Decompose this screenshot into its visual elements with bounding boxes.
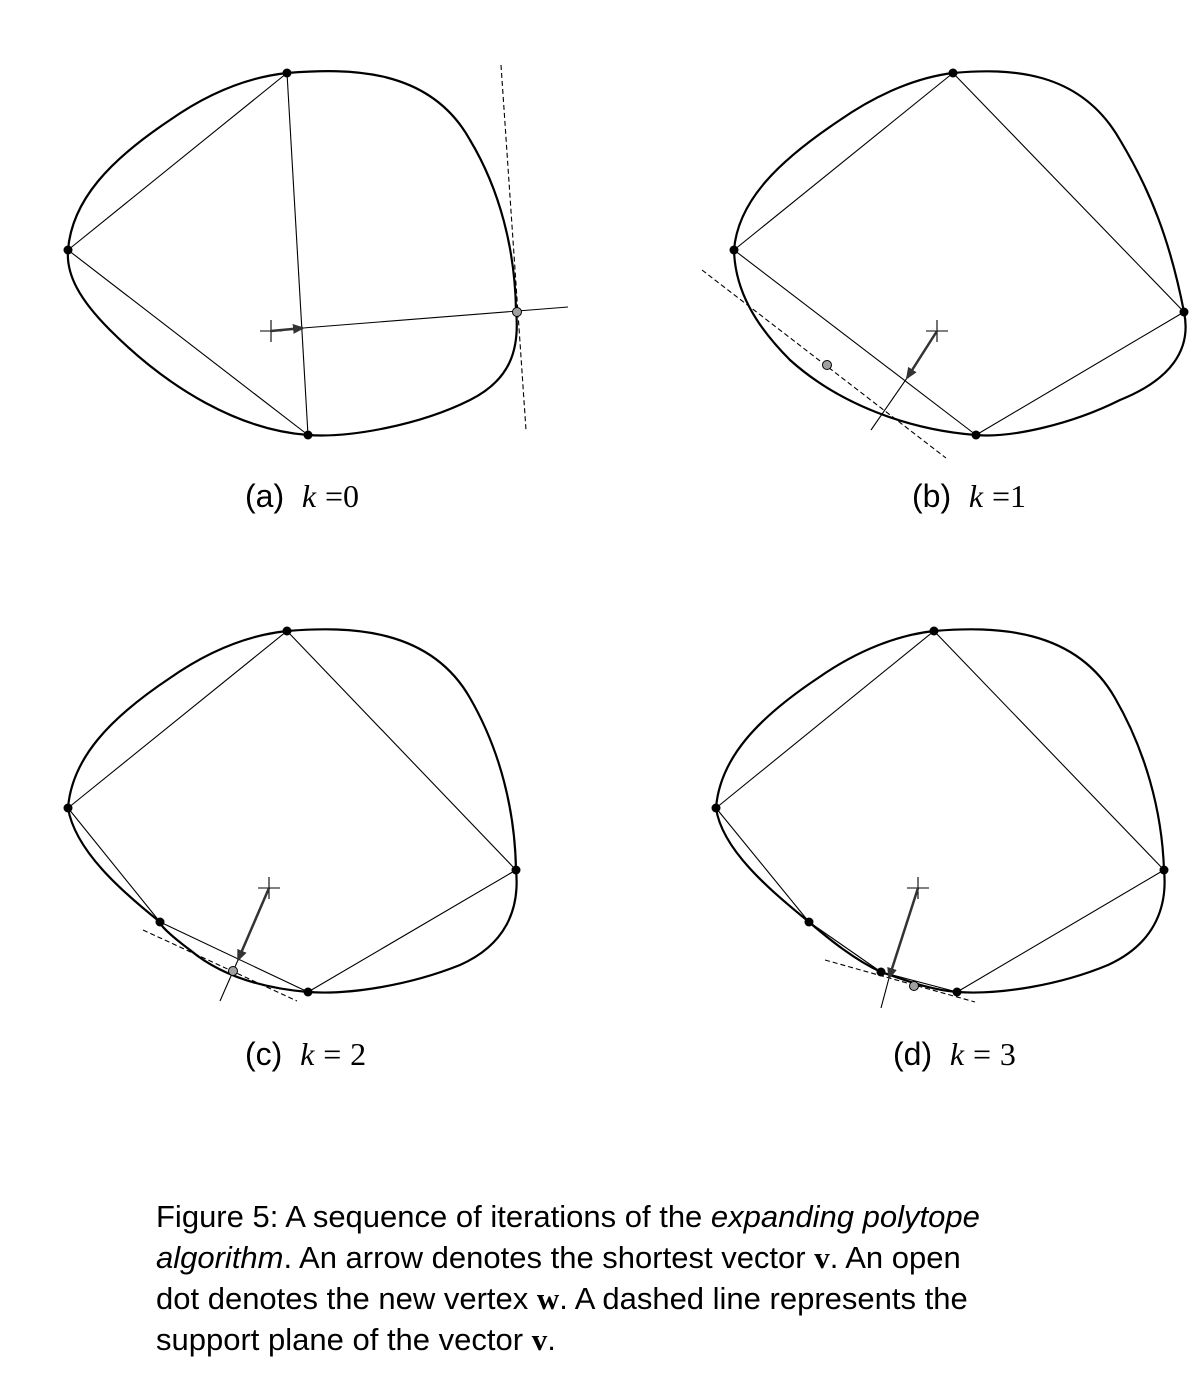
panel-d-drawing xyxy=(712,627,1169,1009)
panel-equals: = xyxy=(991,478,1011,514)
panel-d-label xyxy=(893,1036,1016,1073)
vertex-dot xyxy=(877,968,886,977)
panel-equals: = xyxy=(972,1036,992,1072)
panel-value: 3 xyxy=(999,1036,1016,1072)
convex-shape-outline xyxy=(734,71,1186,435)
caption-text: Figure 5: A sequence of iterations of the xyxy=(156,1199,711,1234)
panel-c-drawing xyxy=(64,627,521,1002)
caption-emphasis: expanding polytope xyxy=(710,1199,980,1234)
vertex-dot xyxy=(972,431,981,440)
caption-text: . An open xyxy=(829,1240,961,1275)
support-plane-dashed-line xyxy=(825,960,975,1002)
panel-b-drawing xyxy=(702,69,1189,459)
convex-shape-outline xyxy=(68,71,517,435)
caption-text: support plane of the vector xyxy=(156,1322,532,1357)
panel-b-label xyxy=(912,478,1026,515)
vertex-dot xyxy=(1160,866,1169,875)
caption-vector-symbol: v xyxy=(814,1240,830,1275)
support-plane-dashed-line xyxy=(501,65,526,430)
direction-line xyxy=(220,960,238,1001)
vertex-dot xyxy=(304,988,313,997)
panel-equals: = xyxy=(324,478,344,514)
panel-value: 0 xyxy=(343,478,360,514)
panel-tag: (d) xyxy=(893,1036,933,1072)
caption-text: . An arrow denotes the shortest vector xyxy=(283,1240,815,1275)
direction-line xyxy=(303,307,568,328)
polytope-edges xyxy=(734,73,1184,435)
panel-variable: k xyxy=(300,1036,315,1072)
caption-vector-symbol: v xyxy=(531,1322,548,1357)
panel-tag: (a) xyxy=(245,478,285,514)
caption-emphasis: algorithm xyxy=(156,1240,284,1275)
panel-variable: k xyxy=(968,478,984,514)
shortest-vector-arrow xyxy=(238,888,269,960)
caption-vector-symbol: w xyxy=(536,1281,560,1316)
vertex-dot xyxy=(805,918,814,927)
panel-a-drawing xyxy=(64,65,569,440)
shortest-vector-arrow xyxy=(907,331,937,378)
vertex-dot xyxy=(949,69,958,78)
panel-variable: k xyxy=(301,478,317,514)
vertex-dot xyxy=(712,804,721,813)
direction-line xyxy=(881,978,889,1008)
panel-c-label xyxy=(245,1036,366,1073)
shortest-vector-arrow xyxy=(889,888,918,978)
new-vertex-open-dot xyxy=(513,308,522,317)
panel-equals: = xyxy=(323,1036,342,1072)
panel-value: 2 xyxy=(350,1036,367,1072)
panel-value: 1 xyxy=(1010,478,1027,514)
vertex-dot xyxy=(304,431,313,440)
polytope-edges xyxy=(68,631,516,992)
vertex-dot xyxy=(1180,308,1189,317)
vertex-dot xyxy=(512,866,521,875)
shortest-vector-arrow xyxy=(271,328,303,331)
polytope-edges xyxy=(68,73,308,435)
new-vertex-open-dot xyxy=(229,967,238,976)
figure-caption xyxy=(156,1196,1156,1360)
vertex-dot xyxy=(64,804,73,813)
vertex-dot xyxy=(64,246,73,255)
convex-shape-outline xyxy=(68,629,517,992)
caption-text: . A dashed line represents the xyxy=(559,1281,968,1316)
panel-tag: (b) xyxy=(912,478,952,514)
vertex-dot xyxy=(283,69,292,78)
vertex-dot xyxy=(283,627,292,636)
panel-tag: (c) xyxy=(245,1036,283,1072)
vertex-dot xyxy=(730,246,739,255)
convex-shape-outline xyxy=(716,629,1165,992)
caption-text: dot denotes the new vertex xyxy=(156,1281,537,1316)
vertex-dot xyxy=(953,988,962,997)
panel-variable: k xyxy=(949,1036,965,1072)
polytope-edges xyxy=(716,631,1164,992)
vertex-dot xyxy=(930,627,939,636)
new-vertex-open-dot xyxy=(823,361,832,370)
caption-text: . xyxy=(547,1322,556,1357)
vertex-dot xyxy=(156,918,165,927)
support-plane-dashed-line xyxy=(143,930,297,1001)
panel-a-label xyxy=(245,478,359,515)
new-vertex-open-dot xyxy=(910,982,919,991)
